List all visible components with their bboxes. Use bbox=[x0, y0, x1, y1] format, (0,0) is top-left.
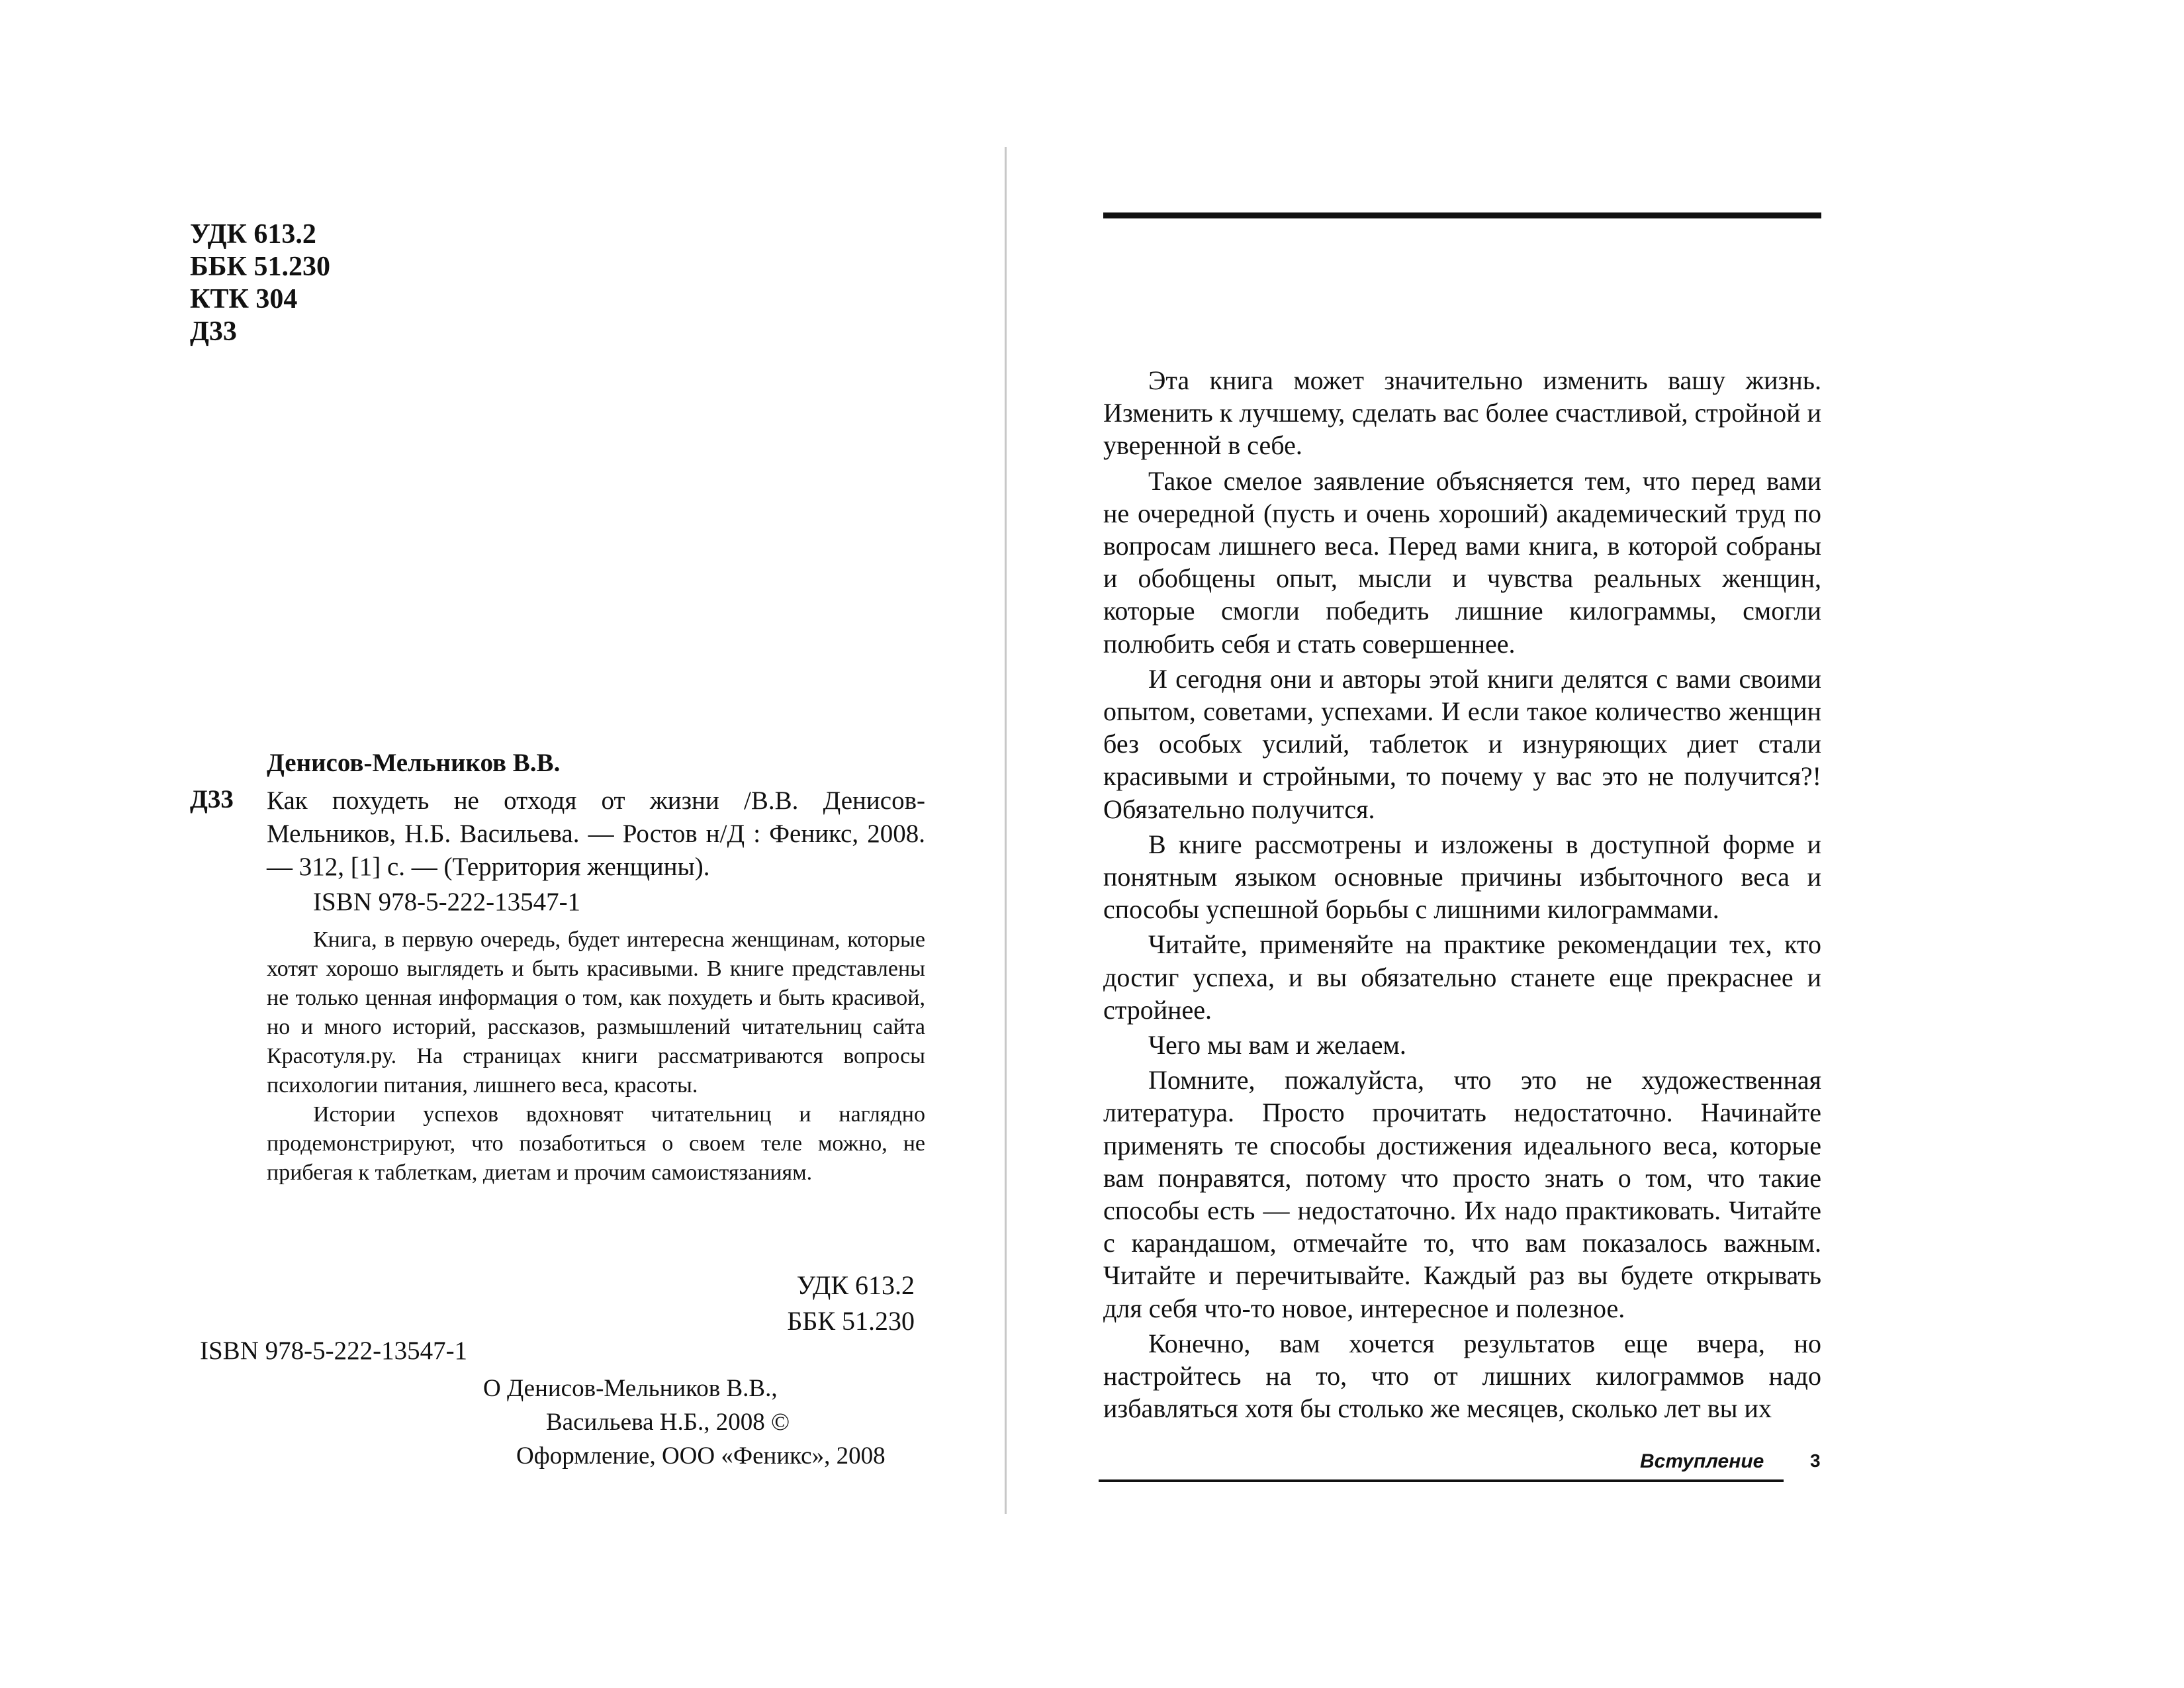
body-paragraph: И сегодня они и авторы этой книги делятся с вами своими опытом, советами, успехами. И если такое количество женщин без особых усилий, таблеток и изнуряющих диет стали красивыми и стройными, то почему у вас это не получится?! Обязательно получится. bbox=[1103, 663, 1821, 824]
body-paragraph: Чего мы вам и желаем. bbox=[1148, 1030, 1406, 1060]
body-paragraph: В книге рассмотрены и изложены в доступной форме и понятным языком основные причины избыточного веса и способы успешной борьбы с лишними килограммами. bbox=[1103, 829, 1821, 925]
body-paragraph: Эта книга может значительно изменить вашу жизнь. Изменить к лучшему, сделать вас более счастливой, стройной и уверенной в себе. bbox=[1103, 365, 1821, 461]
annotation bbox=[267, 925, 925, 1188]
author-mark: Д33 bbox=[190, 316, 237, 347]
body-paragraph: Такое смелое заявление объясняется тем, что перед вами не очередной (пусть и очень хороший) академический труд по вопросам лишнего веса. Перед вами книга, в которой собраны и обобщены опыт, мысли и чувства реальных женщин, которые смогли победить лишние килограммы, смогли полюбить себя и стать совершеннее. bbox=[1103, 465, 1821, 659]
catalog-entry: Как похудеть не отходя от жизни /В.В. Денисов-Мельников, Н.Б. Васильева. — Ростов н/Д : Феникс, 2008. — 312, [1] с. — (Территория женщины). bbox=[267, 786, 925, 881]
isbn: ISBN 978-5-222-13547-1 bbox=[313, 888, 581, 916]
classification-codes-bottom bbox=[787, 1268, 915, 1339]
copyright-line: О Денисов-Мельников В.В., bbox=[483, 1375, 778, 1402]
annotation-paragraph: Истории успехов вдохновят читательниц и наглядно продемонстрируют, что позаботиться о своем теле можно, не прибегая к таблеткам, диетам и прочим самоистязаниям. bbox=[267, 1102, 925, 1185]
udk-code: УДК 613.2 bbox=[190, 219, 316, 250]
body-paragraph: Читайте, применяйте на практике рекомендации тех, кто достиг успеха, и вы обязательно станете еще прекраснее и стройнее. bbox=[1103, 929, 1821, 1025]
bbk-code: ББК 51.230 bbox=[190, 252, 330, 282]
author-name: Денисов-Мельников В.В. bbox=[267, 749, 561, 777]
udk-code-bottom: УДК 613.2 bbox=[796, 1270, 915, 1300]
footer-rule bbox=[1099, 1479, 1784, 1482]
annotation-paragraph: Книга, в первую очередь, будет интересна женщинам, которые хотят хорошо выглядеть и быть красивыми. В книге представлены не только ценная информация о том, как похудеть и быть красивой, но и много историй, рассказов, размышлений читательниц сайта Красотуля.ру. На страницах книги рассматриваются вопросы психологии питания, лишнего веса, красоты. bbox=[267, 927, 925, 1098]
catalog-mark: Д33 bbox=[190, 785, 234, 814]
page-number: 3 bbox=[1810, 1450, 1821, 1471]
body-paragraph: Помните, пожалуйста, что это не художественная литература. Просто прочитать недостаточно. Начинайте применять те способы достижения идеального веса, которые вам понравятся, потому что просто знать о том, что такие способы есть — недостаточно. Их надо практиковать. Читайте с карандашом, отмечайте то, что вам показалось важным. Читайте и перечитывайте. Каждый раз вы будете открывать для себя что-то новое, интересное и полезное. bbox=[1103, 1065, 1821, 1323]
body-paragraph: Конечно, вам хочется результатов еще вчера, но настройтесь на то, что от лишних килограммов надо избавляться хотя бы столько же месяцев, сколько лет вы их bbox=[1103, 1328, 1821, 1424]
copyright-line: Васильева Н.Б., 2008 © bbox=[546, 1409, 790, 1436]
body-text bbox=[1103, 364, 1821, 1428]
header-rule bbox=[1103, 212, 1821, 218]
running-footer-section: Вступление bbox=[1640, 1450, 1764, 1472]
copyright-block bbox=[483, 1372, 886, 1473]
isbn-bottom: ISBN 978-5-222-13547-1 bbox=[200, 1336, 468, 1365]
copyright-line: Оформление, ООО «Феникс», 2008 bbox=[516, 1442, 886, 1470]
classification-codes bbox=[190, 218, 330, 348]
ktk-code: КТК 304 bbox=[190, 284, 298, 314]
bbk-code-bottom: ББК 51.230 bbox=[787, 1306, 915, 1336]
page-divider bbox=[1005, 147, 1007, 1514]
